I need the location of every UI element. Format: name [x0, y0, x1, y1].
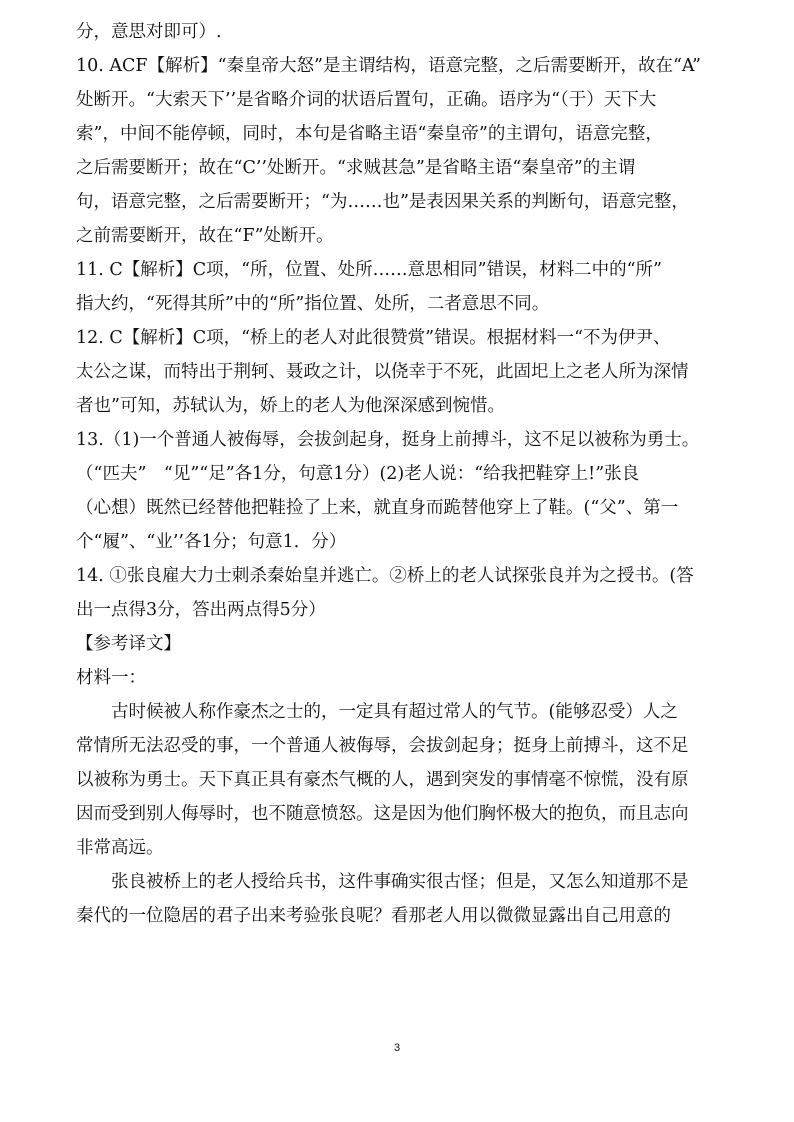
- paragraph-line: 因而受到别人侮辱时，也不随意愤怒。这是因为他们胸怀极大的抱负，而且志向: [76, 804, 689, 824]
- text-line: 10. ACF【解析】“秦皇帝大怒”是主谓结构，语意完整，之后需要断开，故在“A”: [76, 56, 701, 76]
- paragraph-line: 张良被桥上的老人授给兵书，这件事确实很古怪；但是，又怎么知道那不是: [111, 872, 689, 892]
- text-line: 索”，中间不能停顿，同时，本句是省略主语“秦皇帝”的主谓句，语意完整，: [76, 124, 663, 144]
- text-line: 分，意思对即可）.: [76, 22, 222, 42]
- material-label: 材料一：: [76, 668, 146, 688]
- text-line: 者也”可知，苏轼认为，娇上的老人为他深深感到惋惜。: [76, 396, 505, 416]
- paragraph-line: 秦代的一位隐居的君子出来考验张良呢？看那老人用以微微显露出自己用意的: [76, 906, 671, 926]
- paragraph-line: 古时候被人称作豪杰之士的，一定具有超过常人的气节。(能够忍受）人之: [111, 702, 678, 722]
- text-line: 12. C【解析】C项，“桥上的老人对此很赞赏”错误。根据材料一“不为伊尹、: [76, 328, 671, 348]
- text-line: 14. ①张良雇大力士刺杀秦始皇并逃亡。②桥上的老人试探张良并为之授书。(答: [76, 566, 694, 586]
- paragraph-line: 非常高远。: [76, 838, 164, 858]
- text-line: 之前需要断开，故在“F”处断开。: [76, 226, 334, 246]
- text-line: （“匹夫” “见”“足”各1分，句意1分）(2)老人说：“给我把鞋穿上!”张良: [76, 464, 640, 484]
- text-line: 指大约，“死得其所”中的“所”指位置、处所，二者意思不同。: [76, 294, 550, 314]
- page-number: 3: [393, 1042, 401, 1054]
- paragraph-line: 常情所无法忍受的事，一个普通人被侮辱，会拔剑起身；挺身上前搏斗，这不足: [76, 736, 689, 756]
- text-line: （心想）既然已经替他把鞋捡了上来，就直身而跪替他穿上了鞋。(“父”、第一: [76, 498, 679, 518]
- text-line: 句，语意完整，之后需要断开；“为……也”是表因果关系的判断句，语意完整，: [76, 192, 689, 212]
- text-line: 处断开。“大索天下’’是省略介词的状语后置句，正确。语序为“（于）天下大: [76, 90, 657, 110]
- text-line: 13.（1)一个普通人被侮辱，会拔剑起身，挺身上前搏斗，这不足以被称为勇士。: [76, 430, 700, 450]
- text-line: 出一点得3分，答出两点得5分）: [76, 600, 326, 620]
- text-line: 太公之谋，而特出于荆轲、聂政之计，以侥幸于不死，此固圯上之老人所为深情: [76, 362, 689, 382]
- paragraph-line: 以被称为勇士。天下真正具有豪杰气概的人，遇到突发的事情毫不惊慌，没有原: [76, 770, 689, 790]
- text-line: 11. C【解析】C项，“所，位置、处所……意思相同”错误，材料二中的“所”: [76, 260, 662, 280]
- section-heading: 【参考译文】: [76, 634, 181, 654]
- text-line: 个“履”、“业’’各1分；句意1．分）: [76, 532, 347, 552]
- text-line: 之后需要断开；故在“C’’处断开。“求贼甚急”是省略主语“秦皇帝”的主谓: [76, 158, 636, 178]
